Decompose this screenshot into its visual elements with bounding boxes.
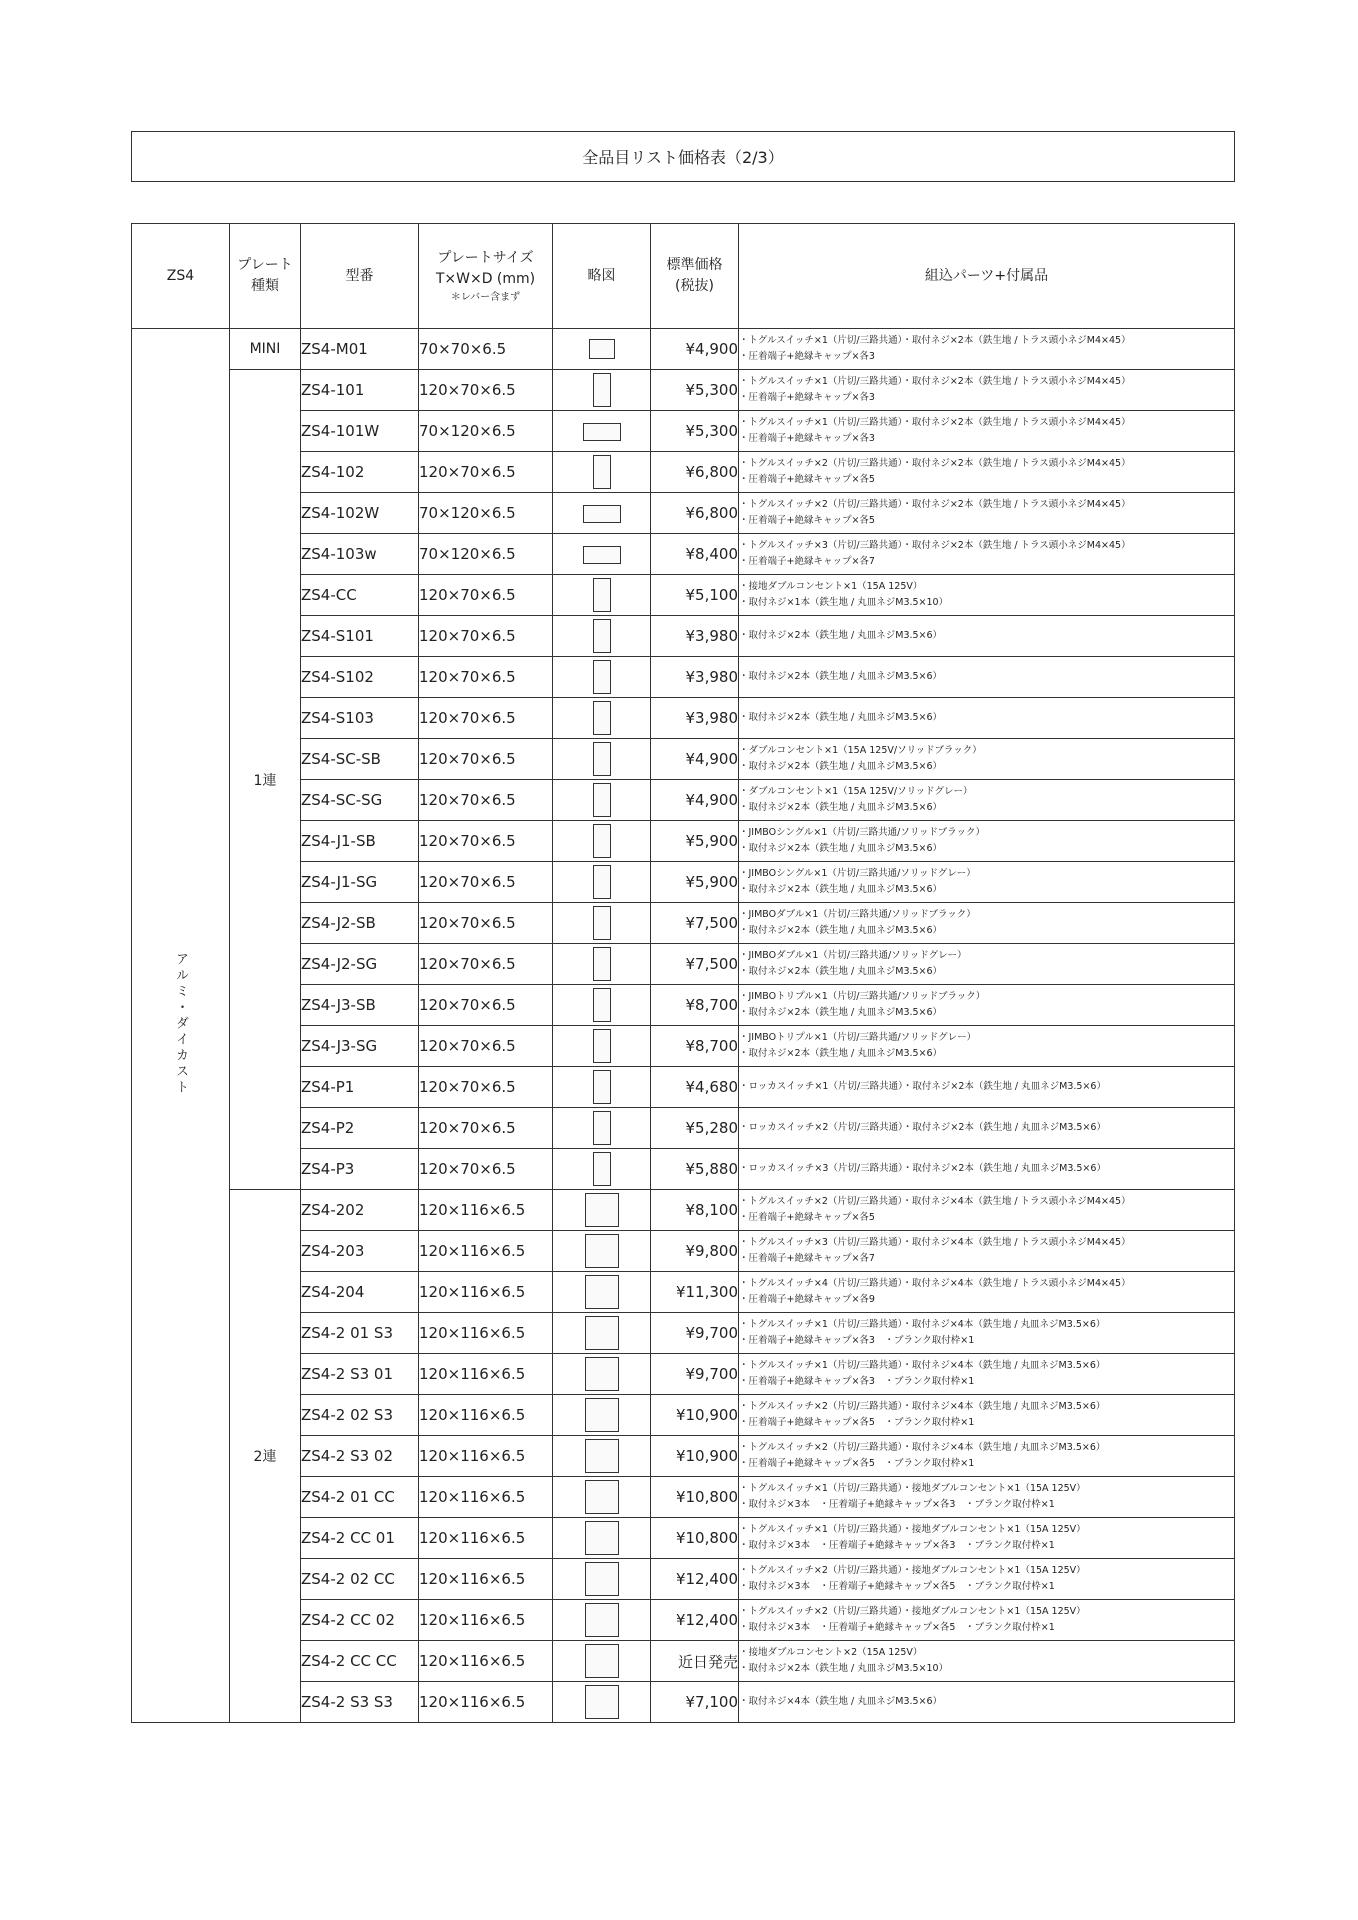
diagram-cell	[553, 1600, 651, 1641]
header-price	[651, 224, 739, 329]
model-cell: ZS4-103w	[301, 534, 419, 575]
model-cell: ZS4-203	[301, 1231, 419, 1272]
parts-cell	[739, 411, 1235, 452]
size-cell: 120×116×6.5	[419, 1682, 553, 1723]
size-cell: 120×116×6.5	[419, 1231, 553, 1272]
parts-line: ・圧着端子+絶縁キャップ×各5	[739, 474, 875, 485]
parts-cell	[739, 493, 1235, 534]
diagram-cell	[553, 698, 651, 739]
parts-line: ・ダブルコンセント×1（15A 125V/ソリッドグレー）	[739, 786, 973, 797]
parts-line: ・圧着端子+絶縁キャップ×各7	[739, 1253, 875, 1264]
price-cell: ¥6,800	[651, 452, 739, 493]
size-cell: 120×116×6.5	[419, 1436, 553, 1477]
parts-cell	[739, 1682, 1235, 1723]
size-cell: 70×120×6.5	[419, 411, 553, 452]
parts-line: ・圧着端子+絶縁キャップ×各3	[739, 433, 875, 444]
size-cell: 120×70×6.5	[419, 657, 553, 698]
diagram-cell	[553, 1026, 651, 1067]
size-cell: 120×116×6.5	[419, 1313, 553, 1354]
duplex-outlet-icon	[593, 578, 611, 612]
size-cell: 120×70×6.5	[419, 1108, 553, 1149]
price-cell: ¥3,980	[651, 657, 739, 698]
header-plate-size	[419, 224, 553, 329]
parts-line: ・取付ネジ×2本（鉄生地 / 丸皿ネジM3.5×6）	[739, 671, 943, 682]
parts-line: ・取付ネジ×2本（鉄生地 / 丸皿ネジM3.5×6）	[739, 761, 943, 772]
size-cell: 70×70×6.5	[419, 329, 553, 370]
price-cell: ¥5,280	[651, 1108, 739, 1149]
price-cell: 近日発売	[651, 1641, 739, 1682]
diagram-cell	[553, 1682, 651, 1723]
model-cell: ZS4-202	[301, 1190, 419, 1231]
material-cell	[132, 329, 230, 1723]
price-cell: ¥10,900	[651, 1436, 739, 1477]
parts-line: ・JIMBOダブル×1（片切/三路共通/ソリッドブラック）	[739, 909, 976, 920]
price-cell: ¥5,100	[651, 575, 739, 616]
diagram-cell	[553, 370, 651, 411]
model-cell: ZS4-P1	[301, 1067, 419, 1108]
diagram-cell	[553, 575, 651, 616]
diagram-cell	[553, 329, 651, 370]
model-cell: ZS4-J3-SG	[301, 1026, 419, 1067]
parts-line: ・取付ネジ×4本（鉄生地 / 丸皿ネジM3.5×6）	[739, 1696, 943, 1707]
price-cell: ¥9,700	[651, 1354, 739, 1395]
toggle-plus-blank-icon	[585, 1316, 619, 1350]
price-cell: ¥10,800	[651, 1518, 739, 1559]
parts-cell	[739, 1108, 1235, 1149]
price-cell: ¥4,900	[651, 780, 739, 821]
diagram-cell	[553, 411, 651, 452]
header-series: ZS4	[132, 224, 230, 329]
blank-plus-toggle2-icon	[585, 1439, 619, 1473]
outlet-plus-toggle-icon	[585, 1521, 619, 1555]
blank-plus-toggle-icon	[585, 1357, 619, 1391]
price-cell: ¥7,500	[651, 903, 739, 944]
model-cell: ZS4-2 01 S3	[301, 1313, 419, 1354]
parts-line: ・取付ネジ×3本 ・圧着端子+絶縁キャップ×各5 ・ブランク取付枠×1	[739, 1622, 1055, 1633]
parts-cell	[739, 903, 1235, 944]
parts-line: ・圧着端子+絶縁キャップ×各3 ・ブランク取付枠×1	[739, 1335, 975, 1346]
toggle-switch-3-icon	[583, 546, 621, 564]
parts-line: ・JIMBOトリプル×1（片切/三路共通/ソリッドブラック）	[739, 991, 986, 1002]
diagram-cell	[553, 1436, 651, 1477]
model-cell: ZS4-2 CC 02	[301, 1600, 419, 1641]
size-cell: 120×116×6.5	[419, 1272, 553, 1313]
jimbo-triple-grey-icon	[593, 1029, 611, 1063]
parts-line: ・接地ダブルコンセント×2（15A 125V）	[739, 1647, 923, 1658]
rocker-switch-2-icon	[593, 1111, 611, 1145]
size-cell: 120×70×6.5	[419, 862, 553, 903]
size-cell: 120×70×6.5	[419, 780, 553, 821]
plate-type-cell: 2連	[230, 1190, 301, 1723]
toggle-switch-1-icon	[593, 373, 611, 407]
parts-cell	[739, 1641, 1235, 1682]
diagram-cell	[553, 1190, 651, 1231]
rocker-switch-3-icon	[593, 1152, 611, 1186]
table-row	[132, 1190, 1235, 1231]
diagram-cell	[553, 493, 651, 534]
model-cell: ZS4-2 02 CC	[301, 1559, 419, 1600]
header-plate-type	[230, 224, 301, 329]
price-cell: ¥12,400	[651, 1559, 739, 1600]
toggle-switch-2-icon	[583, 505, 621, 523]
parts-line: ・ロッカスイッチ×3（片切/三路共通）・取付ネジ×2本（鉄生地 / 丸皿ネジM3.5×6）	[739, 1163, 1106, 1174]
model-cell: ZS4-J2-SB	[301, 903, 419, 944]
diagram-cell	[553, 1641, 651, 1682]
plate-type-cell: MINI	[230, 329, 301, 370]
size-cell: 120×70×6.5	[419, 575, 553, 616]
parts-line: ・ロッカスイッチ×2（片切/三路共通）・取付ネジ×2本（鉄生地 / 丸皿ネジM3.5×6）	[739, 1122, 1106, 1133]
parts-line: ・取付ネジ×2本（鉄生地 / 丸皿ネジM3.5×6）	[739, 925, 943, 936]
size-cell: 120×116×6.5	[419, 1477, 553, 1518]
parts-line: ・トグルスイッチ×2（片切/三路共通）・取付ネジ×4本（鉄生地 / トラス頭小ネジM4×45）	[739, 1196, 1131, 1207]
model-cell: ZS4-SC-SB	[301, 739, 419, 780]
header-parts: 組込パーツ+付属品	[739, 224, 1235, 329]
size-cell: 120×70×6.5	[419, 903, 553, 944]
size-cell: 120×116×6.5	[419, 1559, 553, 1600]
parts-line: ・取付ネジ×2本（鉄生地 / 丸皿ネジM3.5×6）	[739, 966, 943, 977]
diagram-cell	[553, 657, 651, 698]
parts-line: ・取付ネジ×2本（鉄生地 / 丸皿ネジM3.5×6）	[739, 843, 943, 854]
parts-line: ・トグルスイッチ×1（片切/三路共通）・接地ダブルコンセント×1（15A 125V）	[739, 1483, 1086, 1494]
parts-cell	[739, 862, 1235, 903]
price-cell: ¥7,500	[651, 944, 739, 985]
parts-line: ・JIMBOシングル×1（片切/三路共通/ソリッドグレー）	[739, 868, 976, 879]
model-cell: ZS4-SC-SG	[301, 780, 419, 821]
size-cell: 120×70×6.5	[419, 739, 553, 780]
diagram-cell	[553, 1518, 651, 1559]
toggle-switch-2-icon	[593, 455, 611, 489]
size-cell: 120×70×6.5	[419, 1149, 553, 1190]
diagram-cell	[553, 534, 651, 575]
parts-line: ・トグルスイッチ×2（片切/三路共通）・接地ダブルコンセント×1（15A 125V）	[739, 1606, 1086, 1617]
parts-cell	[739, 1190, 1235, 1231]
size-cell: 120×116×6.5	[419, 1600, 553, 1641]
parts-line: ・トグルスイッチ×1（片切/三路共通）・取付ネジ×2本（鉄生地 / トラス頭小ネジM4×45）	[739, 376, 1131, 387]
diagram-cell	[553, 1354, 651, 1395]
parts-line: ・JIMBOトリプル×1（片切/三路共通/ソリッドグレー）	[739, 1032, 977, 1043]
model-cell: ZS4-2 02 S3	[301, 1395, 419, 1436]
parts-line: ・トグルスイッチ×2（片切/三路共通）・取付ネジ×4本（鉄生地 / 丸皿ネジM3.5×6）	[739, 1442, 1106, 1453]
price-cell: ¥5,880	[651, 1149, 739, 1190]
price-cell: ¥5,300	[651, 411, 739, 452]
toggle-plus-outlet-icon	[585, 1480, 619, 1514]
diagram-cell	[553, 944, 651, 985]
model-cell: ZS4-101W	[301, 411, 419, 452]
parts-line: ・トグルスイッチ×3（片切/三路共通）・取付ネジ×2本（鉄生地 / トラス頭小ネジM4×45）	[739, 540, 1131, 551]
parts-cell	[739, 985, 1235, 1026]
diagram-cell	[553, 616, 651, 657]
parts-cell	[739, 452, 1235, 493]
diagram-cell	[553, 821, 651, 862]
header-model: 型番	[301, 224, 419, 329]
blank-frame-3-icon	[593, 701, 611, 735]
price-cell: ¥6,800	[651, 493, 739, 534]
parts-line: ・取付ネジ×2本（鉄生地 / 丸皿ネジM3.5×6）	[739, 712, 943, 723]
model-cell: ZS4-204	[301, 1272, 419, 1313]
parts-line: ・取付ネジ×3本 ・圧着端子+絶縁キャップ×各3 ・ブランク取付枠×1	[739, 1540, 1055, 1551]
parts-line: ・接地ダブルコンセント×1（15A 125V）	[739, 581, 923, 592]
toggle2-plus-blank-icon	[585, 1398, 619, 1432]
parts-line: ・取付ネジ×1本（鉄生地 / 丸皿ネジM3.5×10）	[739, 597, 949, 608]
outlet-plus-toggle2-icon	[585, 1603, 619, 1637]
diagram-cell	[553, 1272, 651, 1313]
parts-cell	[739, 1231, 1235, 1272]
model-cell: ZS4-101	[301, 370, 419, 411]
duplex-black-icon	[593, 742, 611, 776]
parts-line: ・トグルスイッチ×1（片切/三路共通）・取付ネジ×2本（鉄生地 / トラス頭小ネジM4×45）	[739, 417, 1131, 428]
model-cell: ZS4-P2	[301, 1108, 419, 1149]
model-cell: ZS4-S102	[301, 657, 419, 698]
outlet-plus-outlet-icon	[585, 1644, 619, 1678]
model-cell: ZS4-2 S3 S3	[301, 1682, 419, 1723]
table-row	[132, 329, 1235, 370]
size-cell: 120×70×6.5	[419, 452, 553, 493]
diagram-cell	[553, 985, 651, 1026]
parts-cell	[739, 780, 1235, 821]
header-plate-size-text: プレートサイズ T×W×D (mm)	[435, 249, 536, 287]
duplex-grey-icon	[593, 783, 611, 817]
table-row	[132, 370, 1235, 411]
material-label: アルミ・ダイカスト	[173, 951, 188, 1096]
model-cell: ZS4-102W	[301, 493, 419, 534]
jimbo-triple-black-icon	[593, 988, 611, 1022]
model-cell: ZS4-CC	[301, 575, 419, 616]
header-row	[132, 224, 1235, 329]
parts-cell	[739, 616, 1235, 657]
plate-type-cell: 1連	[230, 370, 301, 1190]
jimbo-double-black-icon	[593, 906, 611, 940]
parts-line: ・取付ネジ×2本（鉄生地 / 丸皿ネジM3.5×10）	[739, 1663, 949, 1674]
size-cell: 120×70×6.5	[419, 944, 553, 985]
blank-frame-1-icon	[593, 619, 611, 653]
toggle-switch-4x2-icon	[585, 1275, 619, 1309]
model-cell: ZS4-J3-SB	[301, 985, 419, 1026]
parts-line: ・JIMBOシングル×1（片切/三路共通/ソリッドブラック）	[739, 827, 985, 838]
parts-cell	[739, 1313, 1235, 1354]
price-table	[131, 223, 1235, 1723]
jimbo-double-grey-icon	[593, 947, 611, 981]
price-cell: ¥8,100	[651, 1190, 739, 1231]
parts-cell	[739, 575, 1235, 616]
price-cell: ¥5,300	[651, 370, 739, 411]
size-cell: 120×70×6.5	[419, 616, 553, 657]
parts-cell	[739, 944, 1235, 985]
parts-cell	[739, 1149, 1235, 1190]
parts-cell	[739, 1395, 1235, 1436]
size-cell: 120×70×6.5	[419, 1026, 553, 1067]
parts-line: ・取付ネジ×3本 ・圧着端子+絶縁キャップ×各3 ・ブランク取付枠×1	[739, 1499, 1055, 1510]
price-cell: ¥9,700	[651, 1313, 739, 1354]
parts-cell	[739, 1600, 1235, 1641]
model-cell: ZS4-2 CC CC	[301, 1641, 419, 1682]
parts-cell	[739, 739, 1235, 780]
blank-frame-2-icon	[593, 660, 611, 694]
price-cell: ¥8,700	[651, 1026, 739, 1067]
price-cell: ¥4,900	[651, 329, 739, 370]
parts-cell	[739, 1067, 1235, 1108]
size-cell: 120×116×6.5	[419, 1518, 553, 1559]
price-cell: ¥12,400	[651, 1600, 739, 1641]
parts-line: ・圧着端子+絶縁キャップ×各5	[739, 1212, 875, 1223]
model-cell: ZS4-M01	[301, 329, 419, 370]
model-cell: ZS4-S103	[301, 698, 419, 739]
parts-line: ・圧着端子+絶縁キャップ×各9	[739, 1294, 875, 1305]
header-diagram: 略図	[553, 224, 651, 329]
toggle-switch-3x2-icon	[585, 1234, 619, 1268]
diagram-cell	[553, 739, 651, 780]
parts-cell	[739, 657, 1235, 698]
diagram-cell	[553, 1067, 651, 1108]
parts-line: ・JIMBOダブル×1（片切/三路共通/ソリッドグレー）	[739, 950, 967, 961]
size-cell: 70×120×6.5	[419, 534, 553, 575]
parts-line: ・トグルスイッチ×4（片切/三路共通）・取付ネジ×4本（鉄生地 / トラス頭小ネジM4×45）	[739, 1278, 1131, 1289]
page-title: 全品目リスト価格表（2/3）	[131, 131, 1235, 182]
parts-line: ・ダブルコンセント×1（15A 125V/ソリッドブラック）	[739, 745, 982, 756]
price-cell: ¥5,900	[651, 862, 739, 903]
toggle-switch-1-icon	[583, 423, 621, 441]
diagram-cell	[553, 1395, 651, 1436]
diagram-cell	[553, 780, 651, 821]
blank-plus-blank-icon	[585, 1685, 619, 1719]
parts-line: ・ロッカスイッチ×1（片切/三路共通）・取付ネジ×2本（鉄生地 / 丸皿ネジM3.5×6）	[739, 1081, 1106, 1092]
price-cell: ¥7,100	[651, 1682, 739, 1723]
price-cell: ¥5,900	[651, 821, 739, 862]
price-cell: ¥11,300	[651, 1272, 739, 1313]
parts-cell	[739, 1518, 1235, 1559]
parts-cell	[739, 698, 1235, 739]
parts-line: ・取付ネジ×2本（鉄生地 / 丸皿ネジM3.5×6）	[739, 802, 943, 813]
price-cell: ¥8,400	[651, 534, 739, 575]
size-cell: 120×70×6.5	[419, 1067, 553, 1108]
parts-line: ・トグルスイッチ×2（片切/三路共通）・取付ネジ×2本（鉄生地 / トラス頭小ネジM4×45）	[739, 499, 1131, 510]
size-cell: 120×116×6.5	[419, 1641, 553, 1682]
parts-line: ・圧着端子+絶縁キャップ×各7	[739, 556, 875, 567]
model-cell: ZS4-J2-SG	[301, 944, 419, 985]
parts-line: ・取付ネジ×2本（鉄生地 / 丸皿ネジM3.5×6）	[739, 884, 943, 895]
parts-line: ・取付ネジ×2本（鉄生地 / 丸皿ネジM3.5×6）	[739, 1048, 943, 1059]
model-cell: ZS4-S101	[301, 616, 419, 657]
parts-cell	[739, 821, 1235, 862]
parts-line: ・取付ネジ×2本（鉄生地 / 丸皿ネジM3.5×6）	[739, 1007, 943, 1018]
size-cell: 120×116×6.5	[419, 1190, 553, 1231]
price-cell: ¥9,800	[651, 1231, 739, 1272]
parts-line: ・トグルスイッチ×1（片切/三路共通）・取付ネジ×2本（鉄生地 / トラス頭小ネジM4×45）	[739, 335, 1131, 346]
parts-line: ・取付ネジ×3本 ・圧着端子+絶縁キャップ×各5 ・ブランク取付枠×1	[739, 1581, 1055, 1592]
model-cell: ZS4-2 01 CC	[301, 1477, 419, 1518]
parts-line: ・圧着端子+絶縁キャップ×各5 ・ブランク取付枠×1	[739, 1417, 975, 1428]
parts-cell	[739, 1477, 1235, 1518]
parts-cell	[739, 1354, 1235, 1395]
parts-cell	[739, 370, 1235, 411]
size-cell: 120×70×6.5	[419, 821, 553, 862]
diagram-cell	[553, 1231, 651, 1272]
price-cell: ¥3,980	[651, 698, 739, 739]
diagram-cell	[553, 1149, 651, 1190]
model-cell: ZS4-2 CC 01	[301, 1518, 419, 1559]
size-cell: 120×116×6.5	[419, 1354, 553, 1395]
parts-cell	[739, 329, 1235, 370]
price-cell: ¥3,980	[651, 616, 739, 657]
parts-line: ・圧着端子+絶縁キャップ×各5	[739, 515, 875, 526]
price-cell: ¥10,800	[651, 1477, 739, 1518]
model-cell: ZS4-2 S3 01	[301, 1354, 419, 1395]
model-cell: ZS4-2 S3 02	[301, 1436, 419, 1477]
price-cell: ¥4,680	[651, 1067, 739, 1108]
size-cell: 120×70×6.5	[419, 698, 553, 739]
size-cell: 70×120×6.5	[419, 493, 553, 534]
header-plate-type-text: プレート 種類	[237, 257, 293, 294]
toggle-switch-2x2-icon	[585, 1193, 619, 1227]
header-plate-size-note: ＊レバー含まず	[450, 291, 521, 303]
parts-line: ・トグルスイッチ×3（片切/三路共通）・取付ネジ×4本（鉄生地 / トラス頭小ネジM4×45）	[739, 1237, 1131, 1248]
model-cell: ZS4-J1-SG	[301, 862, 419, 903]
parts-cell	[739, 1272, 1235, 1313]
diagram-cell	[553, 903, 651, 944]
parts-line: ・トグルスイッチ×2（片切/三路共通）・取付ネジ×4本（鉄生地 / 丸皿ネジM3.5×6）	[739, 1401, 1106, 1412]
price-cell: ¥4,900	[651, 739, 739, 780]
price-cell: ¥10,900	[651, 1395, 739, 1436]
diagram-cell	[553, 452, 651, 493]
parts-line: ・トグルスイッチ×2（片切/三路共通）・接地ダブルコンセント×1（15A 125V）	[739, 1565, 1086, 1576]
jimbo-single-grey-icon	[593, 865, 611, 899]
diagram-cell	[553, 1108, 651, 1149]
parts-cell	[739, 1026, 1235, 1067]
size-cell: 120×116×6.5	[419, 1395, 553, 1436]
parts-line: ・トグルスイッチ×1（片切/三路共通）・接地ダブルコンセント×1（15A 125V）	[739, 1524, 1086, 1535]
diagram-cell	[553, 1477, 651, 1518]
parts-line: ・圧着端子+絶縁キャップ×各3	[739, 392, 875, 403]
rocker-switch-1-icon	[593, 1070, 611, 1104]
diagram-cell	[553, 1313, 651, 1354]
toggle-switch-1-icon	[589, 339, 615, 359]
parts-line: ・トグルスイッチ×1（片切/三路共通）・取付ネジ×4本（鉄生地 / 丸皿ネジM3.5×6）	[739, 1319, 1106, 1330]
parts-line: ・トグルスイッチ×1（片切/三路共通）・取付ネジ×4本（鉄生地 / 丸皿ネジM3.5×6）	[739, 1360, 1106, 1371]
diagram-cell	[553, 862, 651, 903]
model-cell: ZS4-102	[301, 452, 419, 493]
model-cell: ZS4-P3	[301, 1149, 419, 1190]
size-cell: 120×70×6.5	[419, 985, 553, 1026]
header-price-text: 標準価格 (税抜)	[666, 257, 723, 294]
parts-line: ・取付ネジ×2本（鉄生地 / 丸皿ネジM3.5×6）	[739, 630, 943, 641]
table-body	[132, 329, 1235, 1723]
parts-line: ・トグルスイッチ×2（片切/三路共通）・取付ネジ×2本（鉄生地 / トラス頭小ネジM4×45）	[739, 458, 1131, 469]
parts-cell	[739, 1436, 1235, 1477]
size-cell: 120×70×6.5	[419, 370, 553, 411]
jimbo-single-black-icon	[593, 824, 611, 858]
model-cell: ZS4-J1-SB	[301, 821, 419, 862]
diagram-cell	[553, 1559, 651, 1600]
parts-cell	[739, 1559, 1235, 1600]
price-cell: ¥8,700	[651, 985, 739, 1026]
parts-cell	[739, 534, 1235, 575]
parts-line: ・圧着端子+絶縁キャップ×各5 ・ブランク取付枠×1	[739, 1458, 975, 1469]
parts-line: ・圧着端子+絶縁キャップ×各3	[739, 351, 875, 362]
toggle2-plus-outlet-icon	[585, 1562, 619, 1596]
parts-line: ・圧着端子+絶縁キャップ×各3 ・ブランク取付枠×1	[739, 1376, 975, 1387]
